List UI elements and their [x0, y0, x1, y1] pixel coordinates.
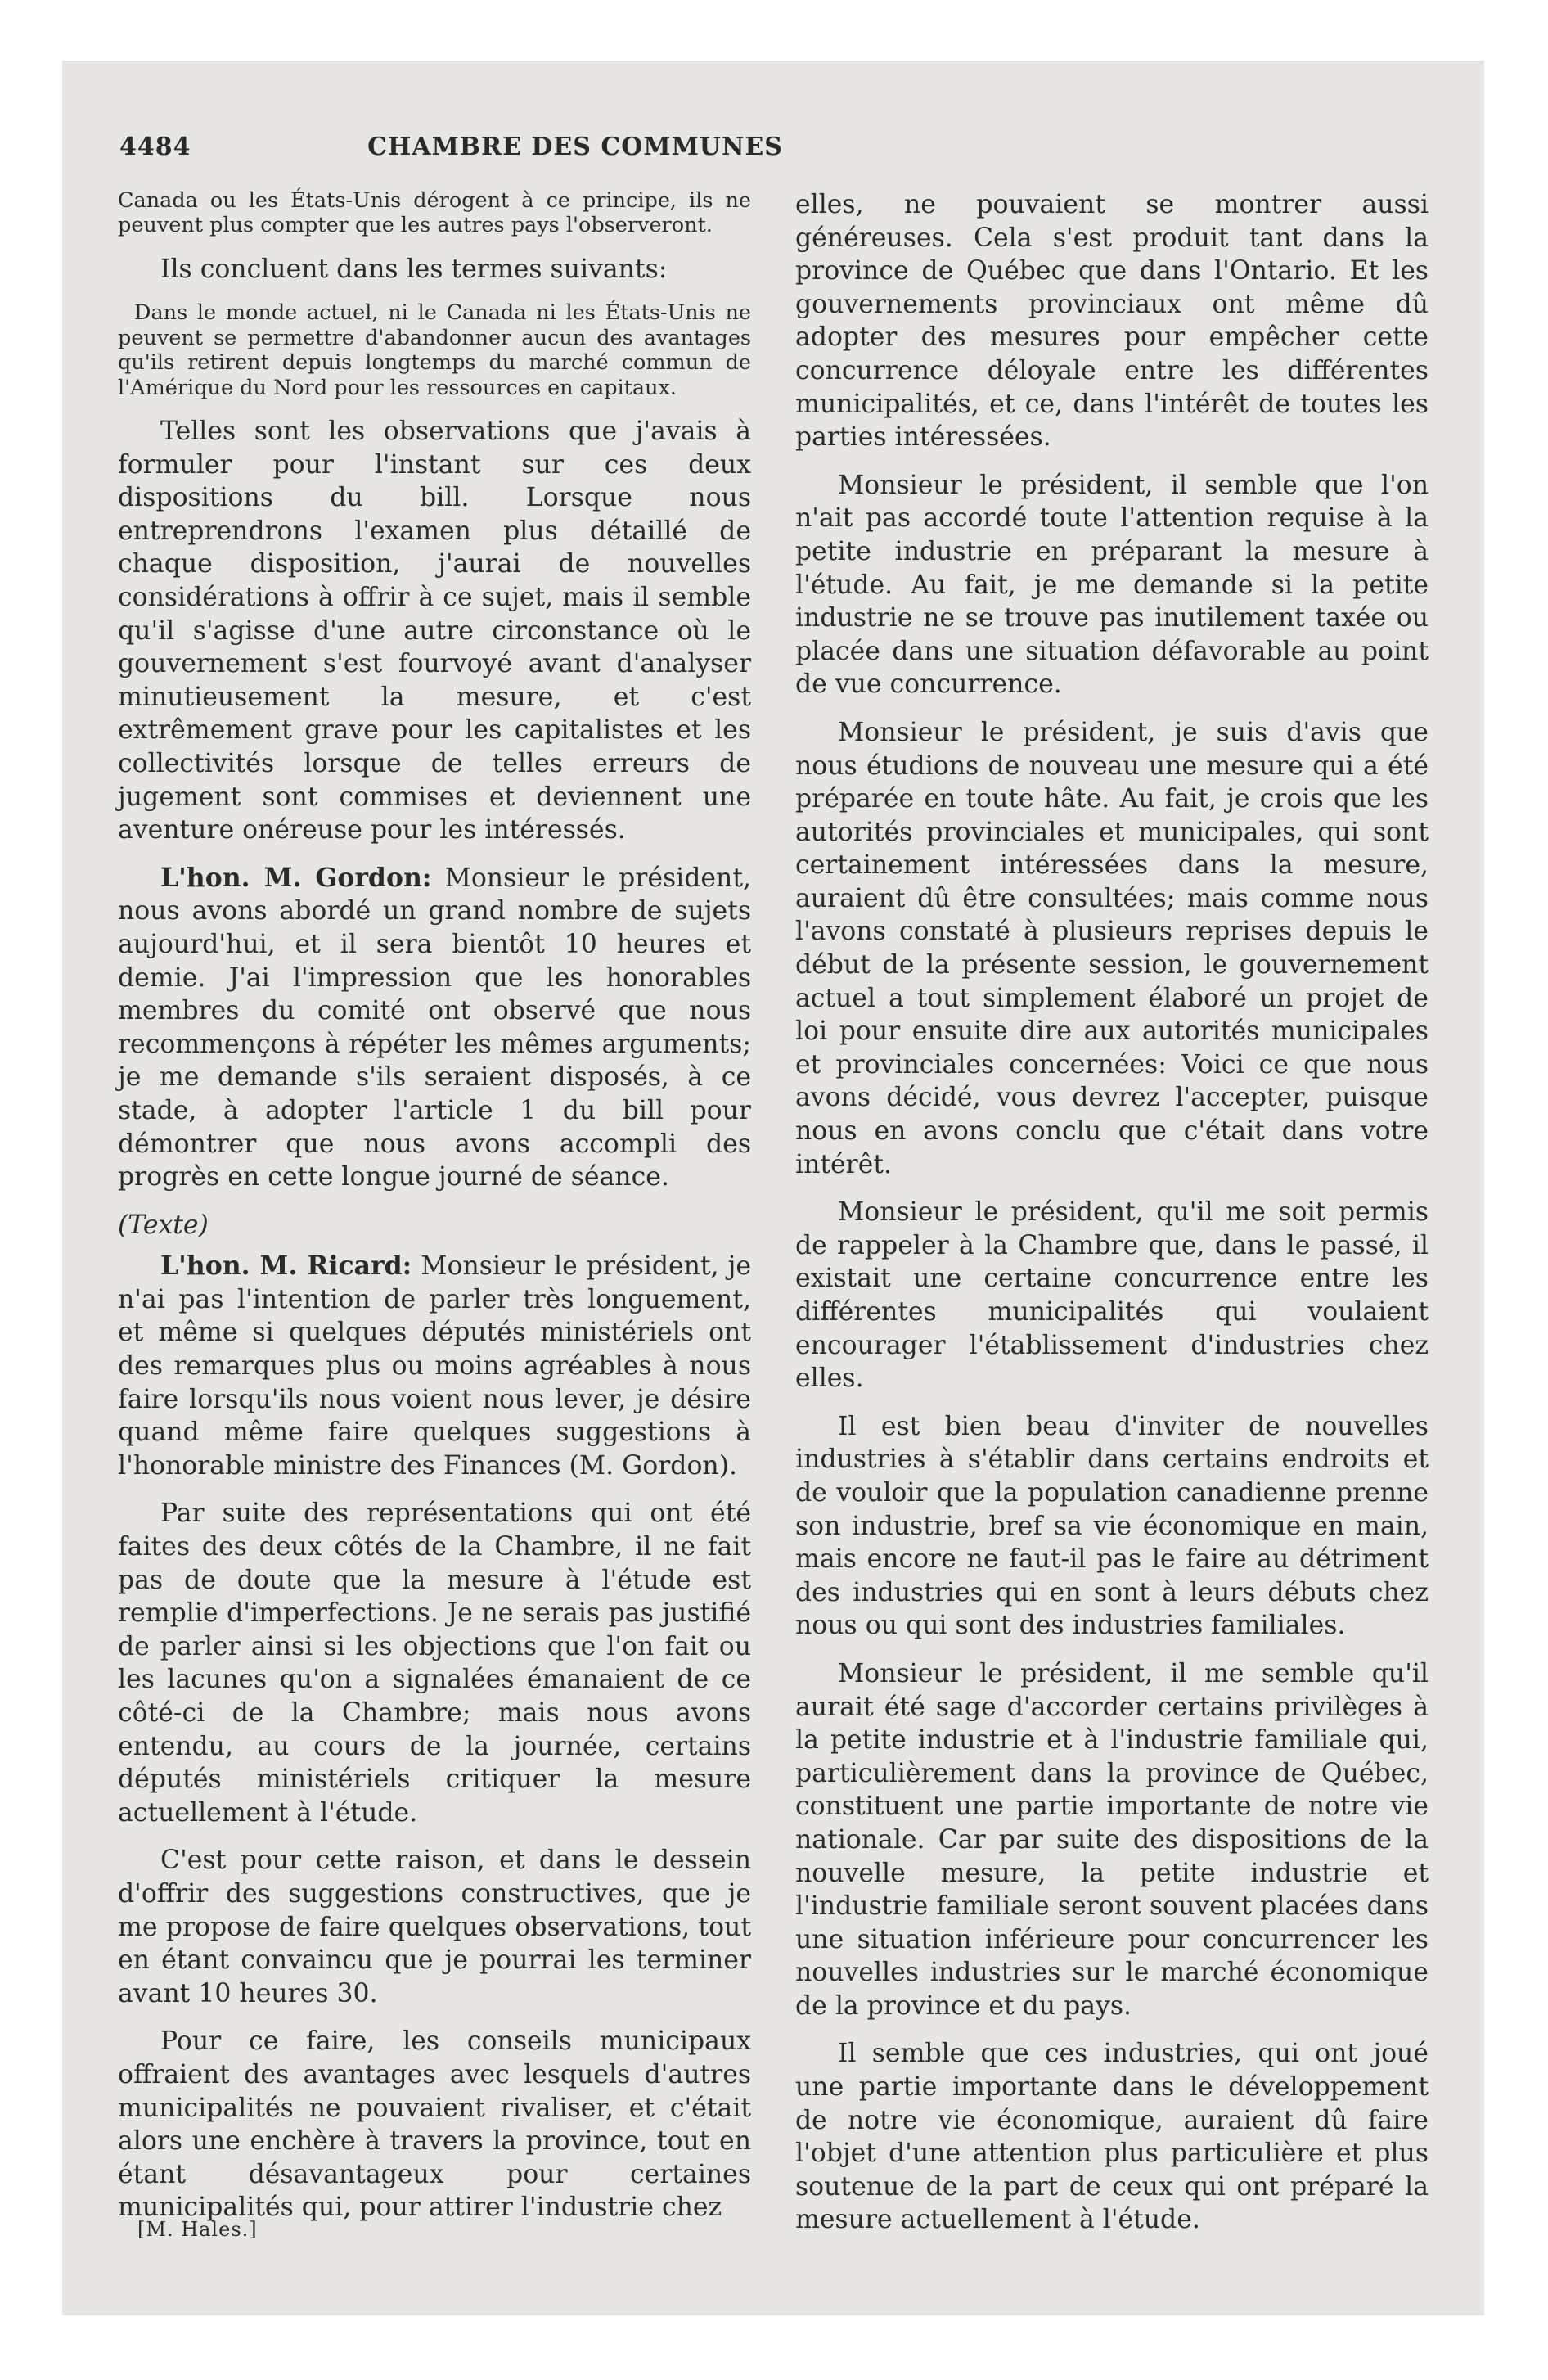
running-title: CHAMBRE DES COMMUNES	[367, 133, 783, 161]
speech-ricard	[118, 1250, 751, 1482]
page-header	[119, 133, 1031, 182]
speaker-name: L'hon. M. Ricard:	[160, 1251, 412, 1282]
left-column	[118, 188, 751, 2239]
paragraph-continuation: elles, ne pouvaient se montrer aussi généreuses. Cela s'est produit tant dans la province de Québec que dans l'Ontario. Et les gouvernements provinciaux ont même dû adopter des mesures pour empêcher cette concurrence déloyale entre les différentes municipalités, et ce, dans l'intérêt de toutes les parties intéressées.	[795, 190, 1429, 453]
page-sheet	[62, 61, 1484, 2315]
paragraph: C'est pour cette raison, et dans le dessein d'offrir des suggestions constructives, que je me propose de faire quelques observations, tout en étant convaincu que je pourrai les terminer avant 10 heures 30.	[118, 1846, 751, 2008]
paragraph: Telles sont les observations que j'avais à formuler pour l'instant sur ces deux dispositions du bill. Lorsque nous entreprendrons l'examen plus détaillé de chaque disposition, j'aurai de nouvelles considérations à offrir à ce sujet, mais il semble qu'il s'agisse d'une autre circonstance où le gouvernement s'est fourvoyé avant d'analyser minutieusement la mesure, et c'est extrêmement grave pour les capitalistes et les collectivités lorsque de telles erreurs de jugement sont commises et deviennent une aventure onéreuse pour les intéressés.	[118, 417, 751, 845]
page-number: 4484	[119, 133, 191, 161]
paragraph: Il est bien beau d'inviter de nouvelles industries à s'établir dans certains endroits et de vouloir que la population canadienne prenne son industrie, bref sa vie économique en main, mais encore ne faut-il pas le faire au détriment des industries qui en sont à leurs débuts chez nous ou qui sont des industries familiales.	[795, 1411, 1429, 1641]
paragraph: Monsieur le président, je suis d'avis que nous étudions de nouveau une mesure qui a été préparée en toute hâte. Au fait, je crois que les autorités provinciales et municipales, qui sont certainement intéressées dans la mesure, auraient dû être consultées; mais comme nous l'avons constaté à plusieurs reprises depuis le début de la présente session, le gouvernement actuel a tout simplement élaboré un projet de loi pour ensuite dire aux autorités municipales et provinciales concernées: Voici ce que nous avons décidé, vous devrez l'accepter, puisque nous en avons conclu que c'était dans votre intérêt.	[795, 717, 1429, 1179]
paragraph: Ils concluent dans les termes suivants:	[160, 254, 668, 284]
paragraph: Monsieur le président, il semble que l'on n'ait pas accordé toute l'attention requise à la petite industrie en préparant la mesure à l'étude. Au fait, je me demande si la petite industrie ne se trouve pas inutilement taxée ou placée dans une situation défavorable au point de vue concurrence.	[795, 470, 1429, 700]
paragraph: Monsieur le président, il me semble qu'il aurait été sage d'accorder certains privilèges à la petite industrie et à l'industrie familiale qui, particulièrement dans la province de Québec, constituent une partie importante de notre vie nationale. Car par suite des dispositions de la nouvelle mesure, la petite industrie et l'industrie familiale seront souvent placées dans une situation inférieure pour concurrencer les nouvelles industries sur le marché économique de la province et du pays.	[795, 1658, 1429, 2021]
speech-text: Monsieur le président, nous avons abordé un grand nombre de sujets aujourd'hui, et il sera bientôt 10 heures et demie. J'ai l'impression que les honorables membres du comité ont observé que nous recommençons à répéter les mêmes arguments; je me demande s'ils seraient disposés, à ce stade, à adopter l'article 1 du bill pour démontrer que nous avons accompli des progrès en cette longue journé de séance.	[118, 863, 752, 1192]
speaker-footnote: [M. Hales.]	[137, 2218, 258, 2241]
speech-gordon	[118, 862, 751, 1194]
paragraph: Monsieur le président, qu'il me soit permis de rappeler à la Chambre que, dans le passé, il existait une certaine concurrence entre les différentes municipalités qui voulaient encourager l'établissement d'industries chez elles.	[795, 1197, 1429, 1394]
paragraph: Il semble que ces industries, qui ont joué une partie importante dans le développement de notre vie économique, auraient dû faire l'objet d'une attention plus particulière et plus soutenue de la part de ceux qui ont préparé la mesure actuellement à l'étude.	[795, 2039, 1429, 2235]
section-heading: (Texte)	[118, 1210, 209, 1240]
block-quote: Dans le monde actuel, ni le Canada ni les États-Unis ne peuvent se permettre d'abandonner aucun des avantages qu'ils retirent depuis longtemps du marché commun de l'Amérique du Nord pour les ressources en capitaux.	[118, 300, 751, 400]
right-column	[795, 188, 1429, 2252]
quote-continuation: Canada ou les États-Unis dérogent à ce principe, ils ne peuvent plus compter que les autres pays l'observeront.	[118, 188, 751, 238]
speech-text: Monsieur le président, je n'ai pas l'intention de parler très longuement, et même si quelques députés ministériels ont des remarques plus ou moins agréables à nous faire lorsqu'ils nous voient nous lever, je désire quand même faire quelques suggestions à l'honorable ministre des Finances (M. Gordon).	[118, 1251, 752, 1481]
speaker-name: L'hon. M. Gordon:	[160, 862, 432, 893]
paragraph: Par suite des représentations qui ont été faites des deux côtés de la Chambre, il ne fait pas de doute que la mesure à l'étude est remplie d'imperfections. Je ne serais pas justifié de parler ainsi si les objections que l'on fait ou les lacunes qu'on a signalées émanaient de ce côté-ci de la Chambre; mais nous avons entendu, au cours de la journée, certains députés ministériels critiquer la mesure actuellement à l'étude.	[118, 1499, 751, 1828]
paragraph: Pour ce faire, les conseils municipaux offraient des avantages avec lesquels d'autres municipalités ne pouvaient rivaliser, et c'était alors une enchère à travers la province, tout en étant désavantageux pour certaines municipalités qui, pour attirer l'industrie chez	[118, 2026, 751, 2223]
